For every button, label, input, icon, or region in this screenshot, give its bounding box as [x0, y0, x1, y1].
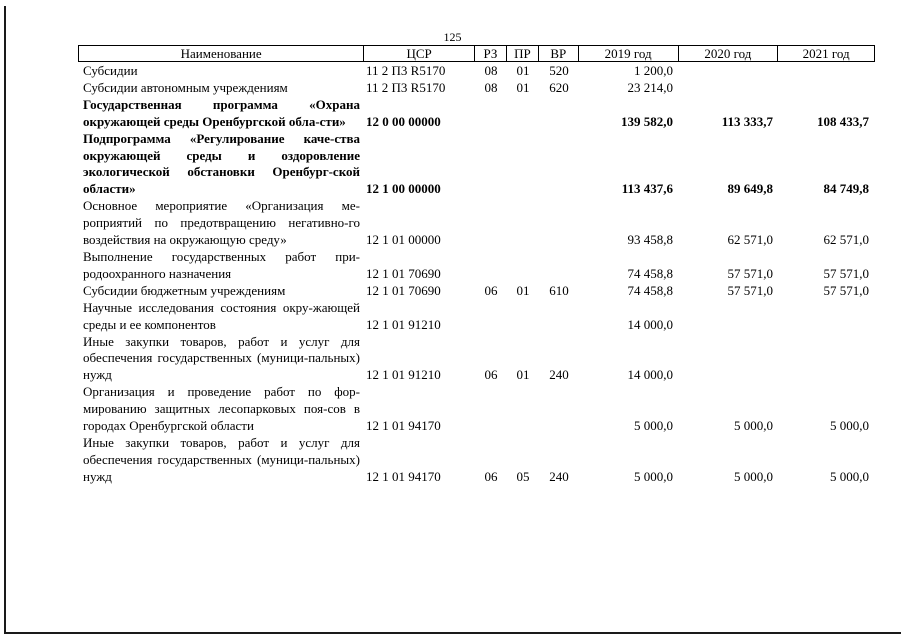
cell-y2019: 5 000,0 — [634, 468, 673, 484]
table-row — [78, 435, 875, 486]
cell-pr: 01 — [516, 367, 530, 383]
cell-y2019: 14 000,0 — [627, 316, 673, 332]
cell-y2019: 74 458,8 — [627, 282, 673, 298]
table-row — [78, 198, 875, 249]
header-2019: 2019 год — [579, 46, 679, 61]
cell-y2019: 23 214,0 — [627, 79, 673, 95]
cell-y2021: 84 749,8 — [823, 181, 869, 197]
cell-csr: 12 1 01 94170 — [366, 468, 441, 484]
cell-vr: 240 — [549, 468, 569, 484]
cell-y2021: 57 571,0 — [823, 265, 869, 281]
cell-y2021: 108 433,7 — [817, 113, 869, 129]
page-border-left — [4, 6, 6, 634]
cell-name: Основное мероприятие «Организация ме-роприятий по предотвращению негативно-го воздействия на окружающую среду» — [83, 198, 360, 248]
cell-csr: 12 1 00 00000 — [366, 181, 441, 197]
cell-name: Субсидии — [83, 63, 138, 78]
cell-name: Иные закупки товаров, работ и услуг для обеспечения государственных (муници-пальных) нужд — [83, 434, 360, 484]
cell-name: Научные исследования состояния окру-жающей среды и ее компонентов — [83, 299, 360, 332]
cell-name: Выполнение государственных работ при-родоохранного назначения — [83, 248, 360, 281]
cell-y2020: 57 571,0 — [727, 282, 773, 298]
header-name: Наименование — [79, 46, 364, 61]
cell-vr: 240 — [549, 367, 569, 383]
cell-y2019: 5 000,0 — [634, 418, 673, 434]
cell-name: Субсидии бюджетным учреждениям — [83, 282, 286, 298]
cell-name: Иные закупки товаров, работ и услуг для обеспечения государственных (муници-пальных) нужд — [83, 333, 360, 383]
cell-rz: 06 — [484, 367, 498, 383]
cell-y2019: 139 582,0 — [621, 113, 673, 129]
cell-y2021: 5 000,0 — [830, 468, 869, 484]
table-row — [78, 334, 875, 385]
cell-y2019: 74 458,8 — [627, 265, 673, 281]
cell-csr: 11 2 П3 R5170 — [366, 63, 446, 78]
header-2020: 2020 год — [679, 46, 779, 61]
cell-vr: 610 — [549, 282, 569, 298]
cell-name: Подпрограмма «Регулирование каче-ства окружающей среды и оздоровление экологической обстановки Оренбург-ской области» — [83, 130, 360, 197]
cell-y2019: 113 437,6 — [621, 181, 673, 197]
cell-y2021: 5 000,0 — [830, 418, 869, 434]
table-row — [78, 249, 875, 283]
cell-y2020: 113 333,7 — [721, 113, 773, 129]
cell-vr: 520 — [549, 63, 569, 78]
cell-y2021: 57 571,0 — [823, 282, 869, 298]
table-row — [78, 300, 875, 334]
cell-csr: 12 1 01 91210 — [366, 316, 441, 332]
cell-csr: 12 0 00 00000 — [366, 113, 441, 129]
table-row — [78, 63, 875, 80]
cell-y2020: 57 571,0 — [727, 265, 773, 281]
cell-rz: 06 — [484, 468, 498, 484]
header-csr: ЦСР — [364, 46, 475, 61]
cell-name: Субсидии автономным учреждениям — [83, 79, 288, 95]
cell-y2020: 5 000,0 — [734, 418, 773, 434]
cell-y2020: 5 000,0 — [734, 468, 773, 484]
cell-csr: 12 1 01 91210 — [366, 367, 441, 383]
cell-y2019: 1 200,0 — [634, 63, 673, 78]
header-pr: ПР — [507, 46, 539, 61]
cell-pr: 01 — [516, 63, 530, 78]
cell-csr: 12 1 01 00000 — [366, 232, 441, 248]
cell-csr: 12 1 01 70690 — [366, 282, 441, 298]
table-row — [78, 97, 875, 131]
cell-csr: 11 2 П3 R5170 — [366, 79, 446, 95]
table-body — [78, 63, 875, 486]
table-row — [78, 283, 875, 300]
cell-csr: 12 1 01 94170 — [366, 418, 441, 434]
cell-y2021: 62 571,0 — [823, 232, 869, 248]
page-number: 125 — [443, 30, 462, 44]
cell-y2020: 62 571,0 — [727, 232, 773, 248]
table-row — [78, 131, 875, 199]
header-2021: 2021 год — [802, 46, 850, 61]
header-rz: РЗ — [475, 46, 507, 61]
table-row — [78, 384, 875, 435]
cell-name: Организация и проведение работ по фор-мированию защитных лесопарковых поя-сов в городах Оренбургской области — [83, 384, 360, 434]
page-border-bottom — [4, 632, 901, 634]
table-header — [78, 45, 875, 62]
cell-y2019: 93 458,8 — [627, 232, 673, 248]
header-vr: ВР — [539, 46, 579, 61]
cell-rz: 08 — [484, 63, 498, 78]
cell-csr: 12 1 01 70690 — [366, 265, 441, 281]
cell-y2020: 89 649,8 — [727, 181, 773, 197]
cell-rz: 08 — [484, 79, 498, 95]
cell-y2019: 14 000,0 — [627, 367, 673, 383]
cell-rz: 06 — [484, 282, 498, 298]
cell-pr: 01 — [516, 282, 530, 298]
cell-pr: 05 — [516, 468, 530, 484]
table-row — [78, 80, 875, 97]
cell-name: Государственная программа «Охрана окружающей среды Оренбургской обла-сти» — [83, 96, 360, 129]
cell-pr: 01 — [516, 79, 530, 95]
cell-vr: 620 — [549, 79, 569, 95]
